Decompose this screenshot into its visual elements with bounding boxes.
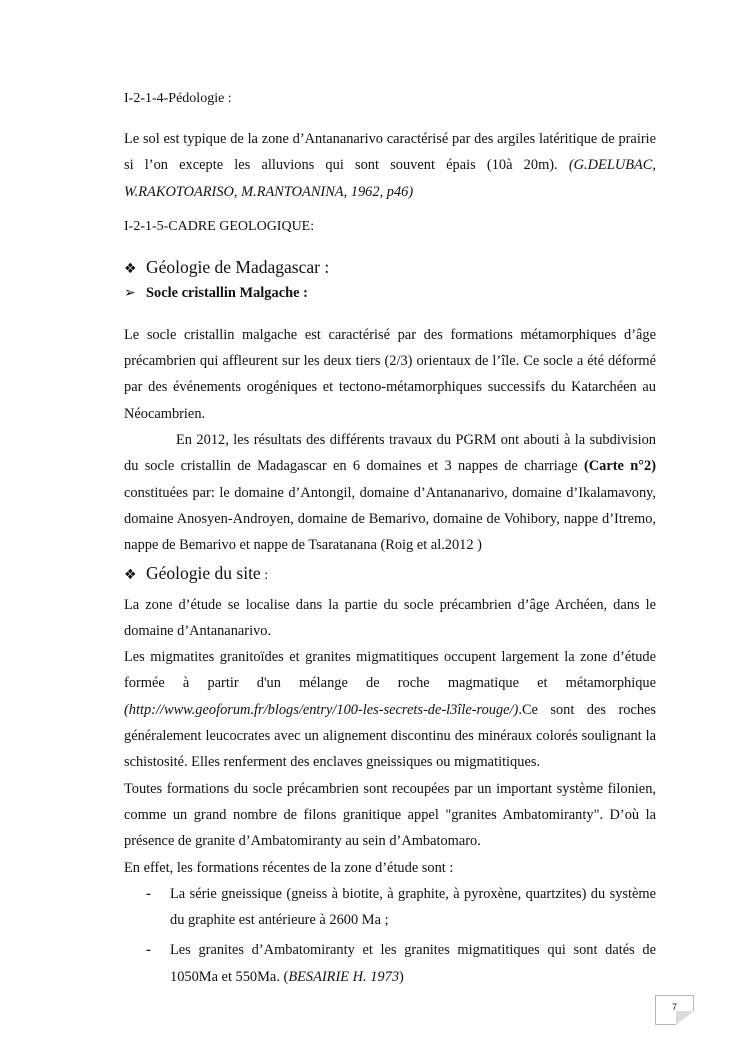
list-bullet: -: [146, 885, 151, 902]
pedologie-citation: (G.DELUBAC, W.RAKOTOARISO, M.RANTOANINA, 1962, p46): [124, 157, 656, 200]
subheading-socle-cristallin: [124, 282, 656, 304]
diamond-icon: ❖: [124, 566, 137, 583]
list-item-text: La série gneissique (gneiss à biotite, à graphite, à pyroxène, quartzites) du système du graphite est antérieure à 2600 Ma ;: [170, 885, 656, 929]
page-content: [124, 86, 656, 990]
paragraph-socle: Le socle cristallin malgache est caractérisé par des formations métamorphiques d’âge précambrien qui affleurent sur les deux tiers (2/3) orientaux de l’île. Ce socle a été déformé par des événements orogéniques et tectono-métamorphiques successifs du Katarchéen au Néocambrien.: [124, 326, 656, 422]
subheading-geologie-site-colon: :: [260, 567, 269, 583]
paragraph-site-2: [124, 644, 656, 775]
page-number: 7: [671, 1002, 677, 1012]
paragraph-pedologie: [124, 126, 656, 205]
pgrm-text-start: En 2012, les résultats des différents travaux du PGRM ont abouti à la subdivision du socle cristallin de Madagascar en 6 domaines et 3 nappes de charriage: [124, 432, 656, 475]
heading-cadre-geologique: I-2-1-5-CADRE GEOLOGIQUE:: [124, 218, 315, 234]
formations-list: [124, 881, 656, 990]
pgrm-text-end: constituées par: le domaine d’Antongil, domaine d’Antananarivo, domaine d’Ikalamavony, domaine Anosyen-Androyen, domaine de Bemarivo, domaine de Vohibory, nappe d’Itremo, nappe de Bemarivo et nappe de Tsaratanana (Roig et al.2012 ): [124, 484, 656, 554]
paragraph-pgrm: [124, 427, 656, 558]
heading-pedologie: I-2-1-4-Pédologie :: [124, 91, 232, 106]
list-item-text-start: Les granites d’Ambatomiranty et les granites migmatitiques qui sont datés de 1050Ma et 550Ma. (: [170, 942, 656, 985]
subheading-geologie-site-label: Géologie du site: [146, 562, 261, 583]
page-fold-corner: [676, 1011, 694, 1025]
list-item: [124, 937, 656, 990]
page-number-box: [655, 995, 694, 1025]
paragraph-site-4: En effet, les formations récentes de la zone d’étude sont :: [124, 859, 454, 876]
geoforum-link[interactable]: (http://www.geoforum.fr/blogs/entry/100-les-secrets-de-l3île-rouge/): [124, 701, 519, 718]
arrow-bullet-icon: ➢: [124, 284, 136, 301]
list-item-citation: BESAIRIE H. 1973: [288, 968, 400, 985]
list-bullet: -: [146, 942, 151, 959]
subheading-socle-cristallin-label: Socle cristallin Malgache :: [146, 284, 308, 301]
subheading-geologie-site: [124, 559, 656, 590]
pedologie-text: Le sol est typique de la zone d’Antananarivo caractérisé par des argiles latéritique de prairie si l’on excepte les alluvions qui sont souvent épais (10à 20m).: [124, 131, 656, 174]
paragraph-site-3: Toutes formations du socle précambrien sont recoupées par un important système filonien, comme un grand nombre de filons granitique appel "granites Ambatomiranty". D’où la présence de granite d’Ambatomiranty au sein d’Ambatomaro.: [124, 780, 656, 850]
subheading-geologie-madagascar: [124, 254, 656, 282]
subheading-geologie-madagascar-label: Géologie de Madagascar :: [146, 256, 330, 277]
list-item-text-end: ): [399, 968, 404, 985]
pgrm-carte-ref: (Carte n°2): [583, 458, 656, 475]
diamond-icon: ❖: [124, 260, 137, 277]
site-2-text-start: Les migmatites granitoïdes et granites migmatitiques occupent largement la zone d’étude formée à partir d'un mélange de roche magmatique et métamorphique: [124, 649, 656, 692]
site-2-text-end: .Ce sont des roches généralement leucocrates avec un alignement discontinu des minéraux colorés soulignant la schistosité. Elles renferment des enclaves gneissiques ou migmatitiques.: [124, 701, 656, 771]
list-item: [124, 881, 656, 934]
paragraph-site-1: La zone d’étude se localise dans la partie du socle précambrien d’âge Archéen, dans le domaine d’Antananarivo.: [124, 596, 656, 639]
